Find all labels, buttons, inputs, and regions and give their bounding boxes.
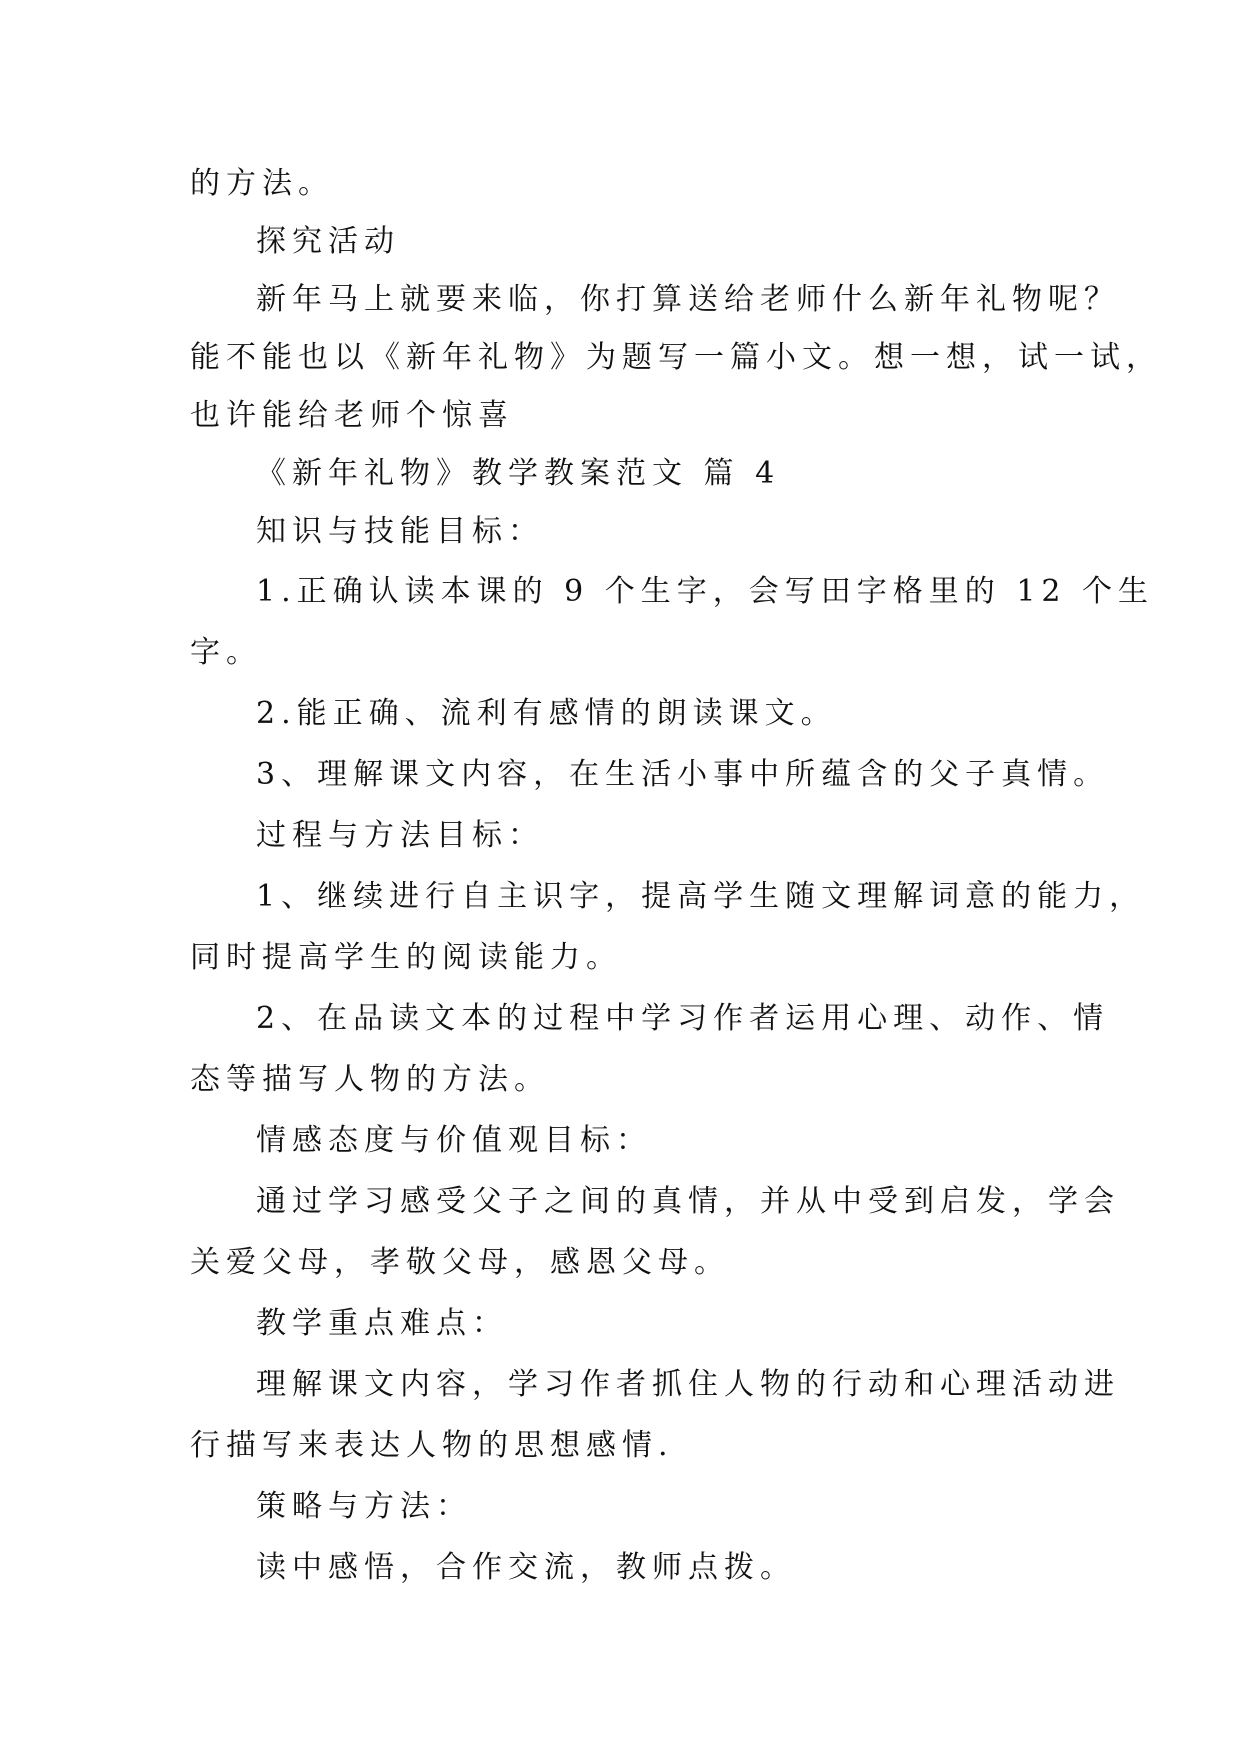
paragraph-line: 2、在品读文本的过程中学习作者运用心理、动作、情: [256, 1001, 1110, 1036]
paragraph-line: 也许能给老师个惊喜: [190, 398, 514, 433]
paragraph-line: 2.能正确、流利有感情的朗读课文。: [256, 696, 837, 731]
paragraph-line: 3、理解课文内容，在生活小事中所蕴含的父子真情。: [256, 757, 1110, 792]
section-heading: 过程与方法目标：: [256, 818, 544, 853]
paragraph-line: 字。: [190, 635, 262, 670]
paragraph-line: 关爱父母，孝敬父母，感恩父母。: [190, 1245, 730, 1280]
section-heading: 策略与方法：: [256, 1489, 472, 1524]
paragraph-line: 读中感悟，合作交流，教师点拨。: [256, 1550, 796, 1585]
paragraph-line: 行描写来表达人物的思想感情.: [190, 1428, 674, 1463]
section-heading: 情感态度与价值观目标：: [256, 1123, 652, 1158]
section-heading: 教学重点难点：: [256, 1306, 508, 1341]
section-heading: 知识与技能目标：: [256, 514, 544, 549]
paragraph-line: 理解课文内容，学习作者抓住人物的行动和心理活动进: [256, 1367, 1120, 1402]
paragraph-line: 新年马上就要来临，你打算送给老师什么新年礼物呢？: [256, 282, 1120, 317]
paragraph-line: 1.正确认读本课的 9 个生字，会写田字格里的 12 个生: [256, 574, 1155, 609]
document-body: [190, 155, 1162, 1598]
paragraph-line: 态等描写人物的方法。: [190, 1062, 550, 1097]
paragraph-line: 能不能也以《新年礼物》为题写一篇小文。想一想，试一试，: [190, 340, 1162, 375]
section-heading: 探究活动: [256, 224, 400, 259]
paragraph-line: 1、继续进行自主识字，提高学生随文理解词意的能力，: [256, 879, 1146, 914]
chapter-title: 《新年礼物》教学教案范文 篇 4: [256, 456, 781, 491]
paragraph-line: 通过学习感受父子之间的真情，并从中受到启发，学会: [256, 1184, 1120, 1219]
paragraph-line: 同时提高学生的阅读能力。: [190, 940, 622, 975]
text-line: 的方法。: [190, 166, 334, 201]
